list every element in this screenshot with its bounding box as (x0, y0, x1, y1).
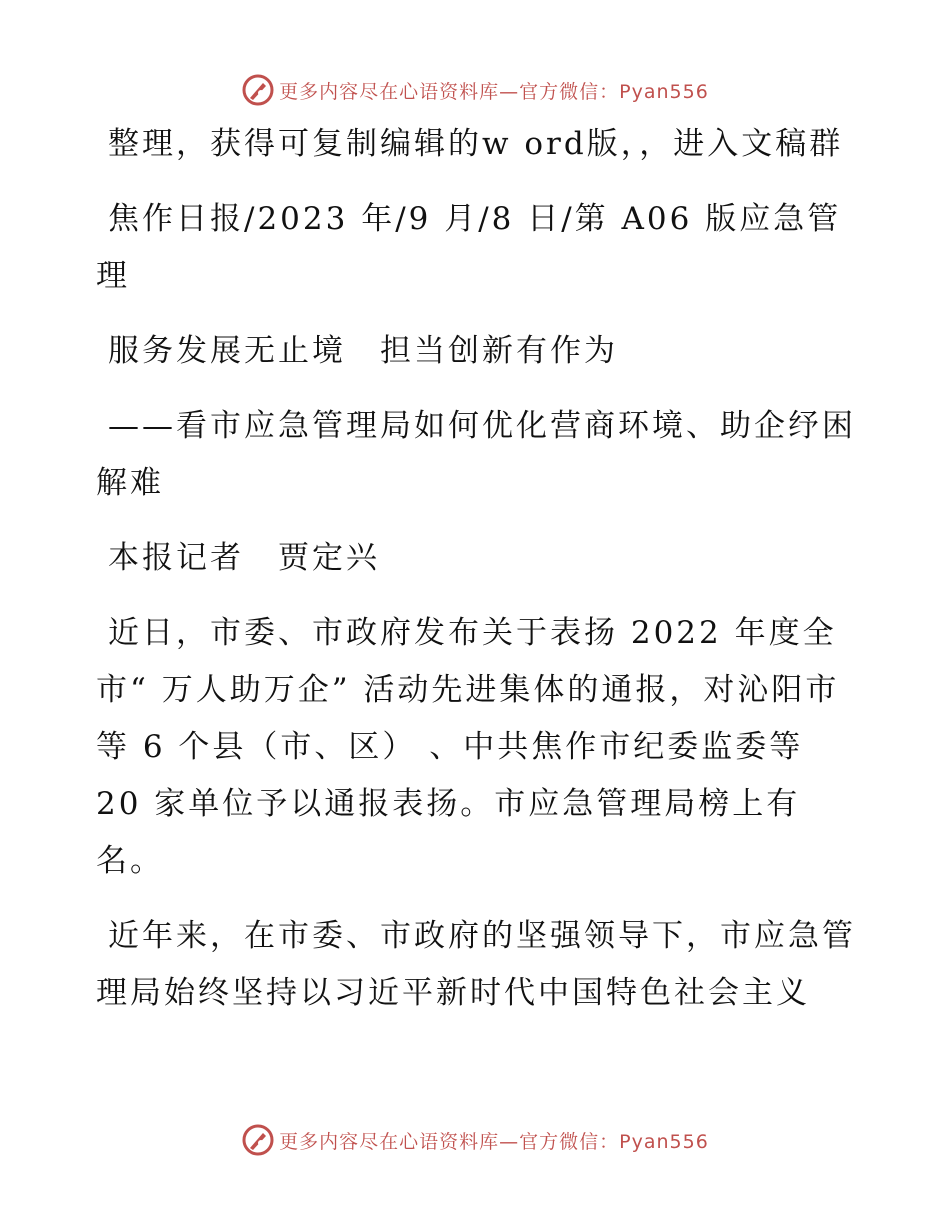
article-title: 服务发展无止境 担当创新有作为 (108, 333, 618, 369)
pen-seal-logo-icon (241, 73, 275, 107)
document-body (96, 116, 856, 1040)
source-line: 焦作日报/2023 年/9 月/8 日/第 A06 版应急管理 (96, 201, 842, 294)
body-paragraph: 近日，市委、市政府发布关于表扬 2022 年度全市“ 万人助万企” 活动先进集体的通报，对沁阳市等 6 个县（市、区） 、中共焦作市纪委监委等 20 家单位予以通报表扬。市应急管理局榜上有名。 (96, 615, 840, 879)
header-watermark-banner (0, 70, 950, 110)
body-paragraph: 近年来，在市委、市政府的坚强领导下，市应急管理局始终坚持以习近平新时代中国特色社会主义 (96, 918, 856, 1011)
pen-seal-logo-icon (241, 1123, 275, 1157)
watermark-text: 更多内容尽在心语资料库—官方微信：Pyan556 (279, 80, 709, 103)
byline: 本报记者 贾定兴 (108, 540, 380, 576)
footer-watermark-banner (0, 1120, 950, 1160)
article-subtitle: ——看市应急管理局如何优化营商环境、助企纾困解难 (96, 408, 856, 501)
watermark-text: 更多内容尽在心语资料库—官方微信：Pyan556 (279, 1130, 709, 1153)
intro-paragraph: 整理，获得可复制编辑的w ord版，，进入文稿群 (108, 126, 844, 162)
